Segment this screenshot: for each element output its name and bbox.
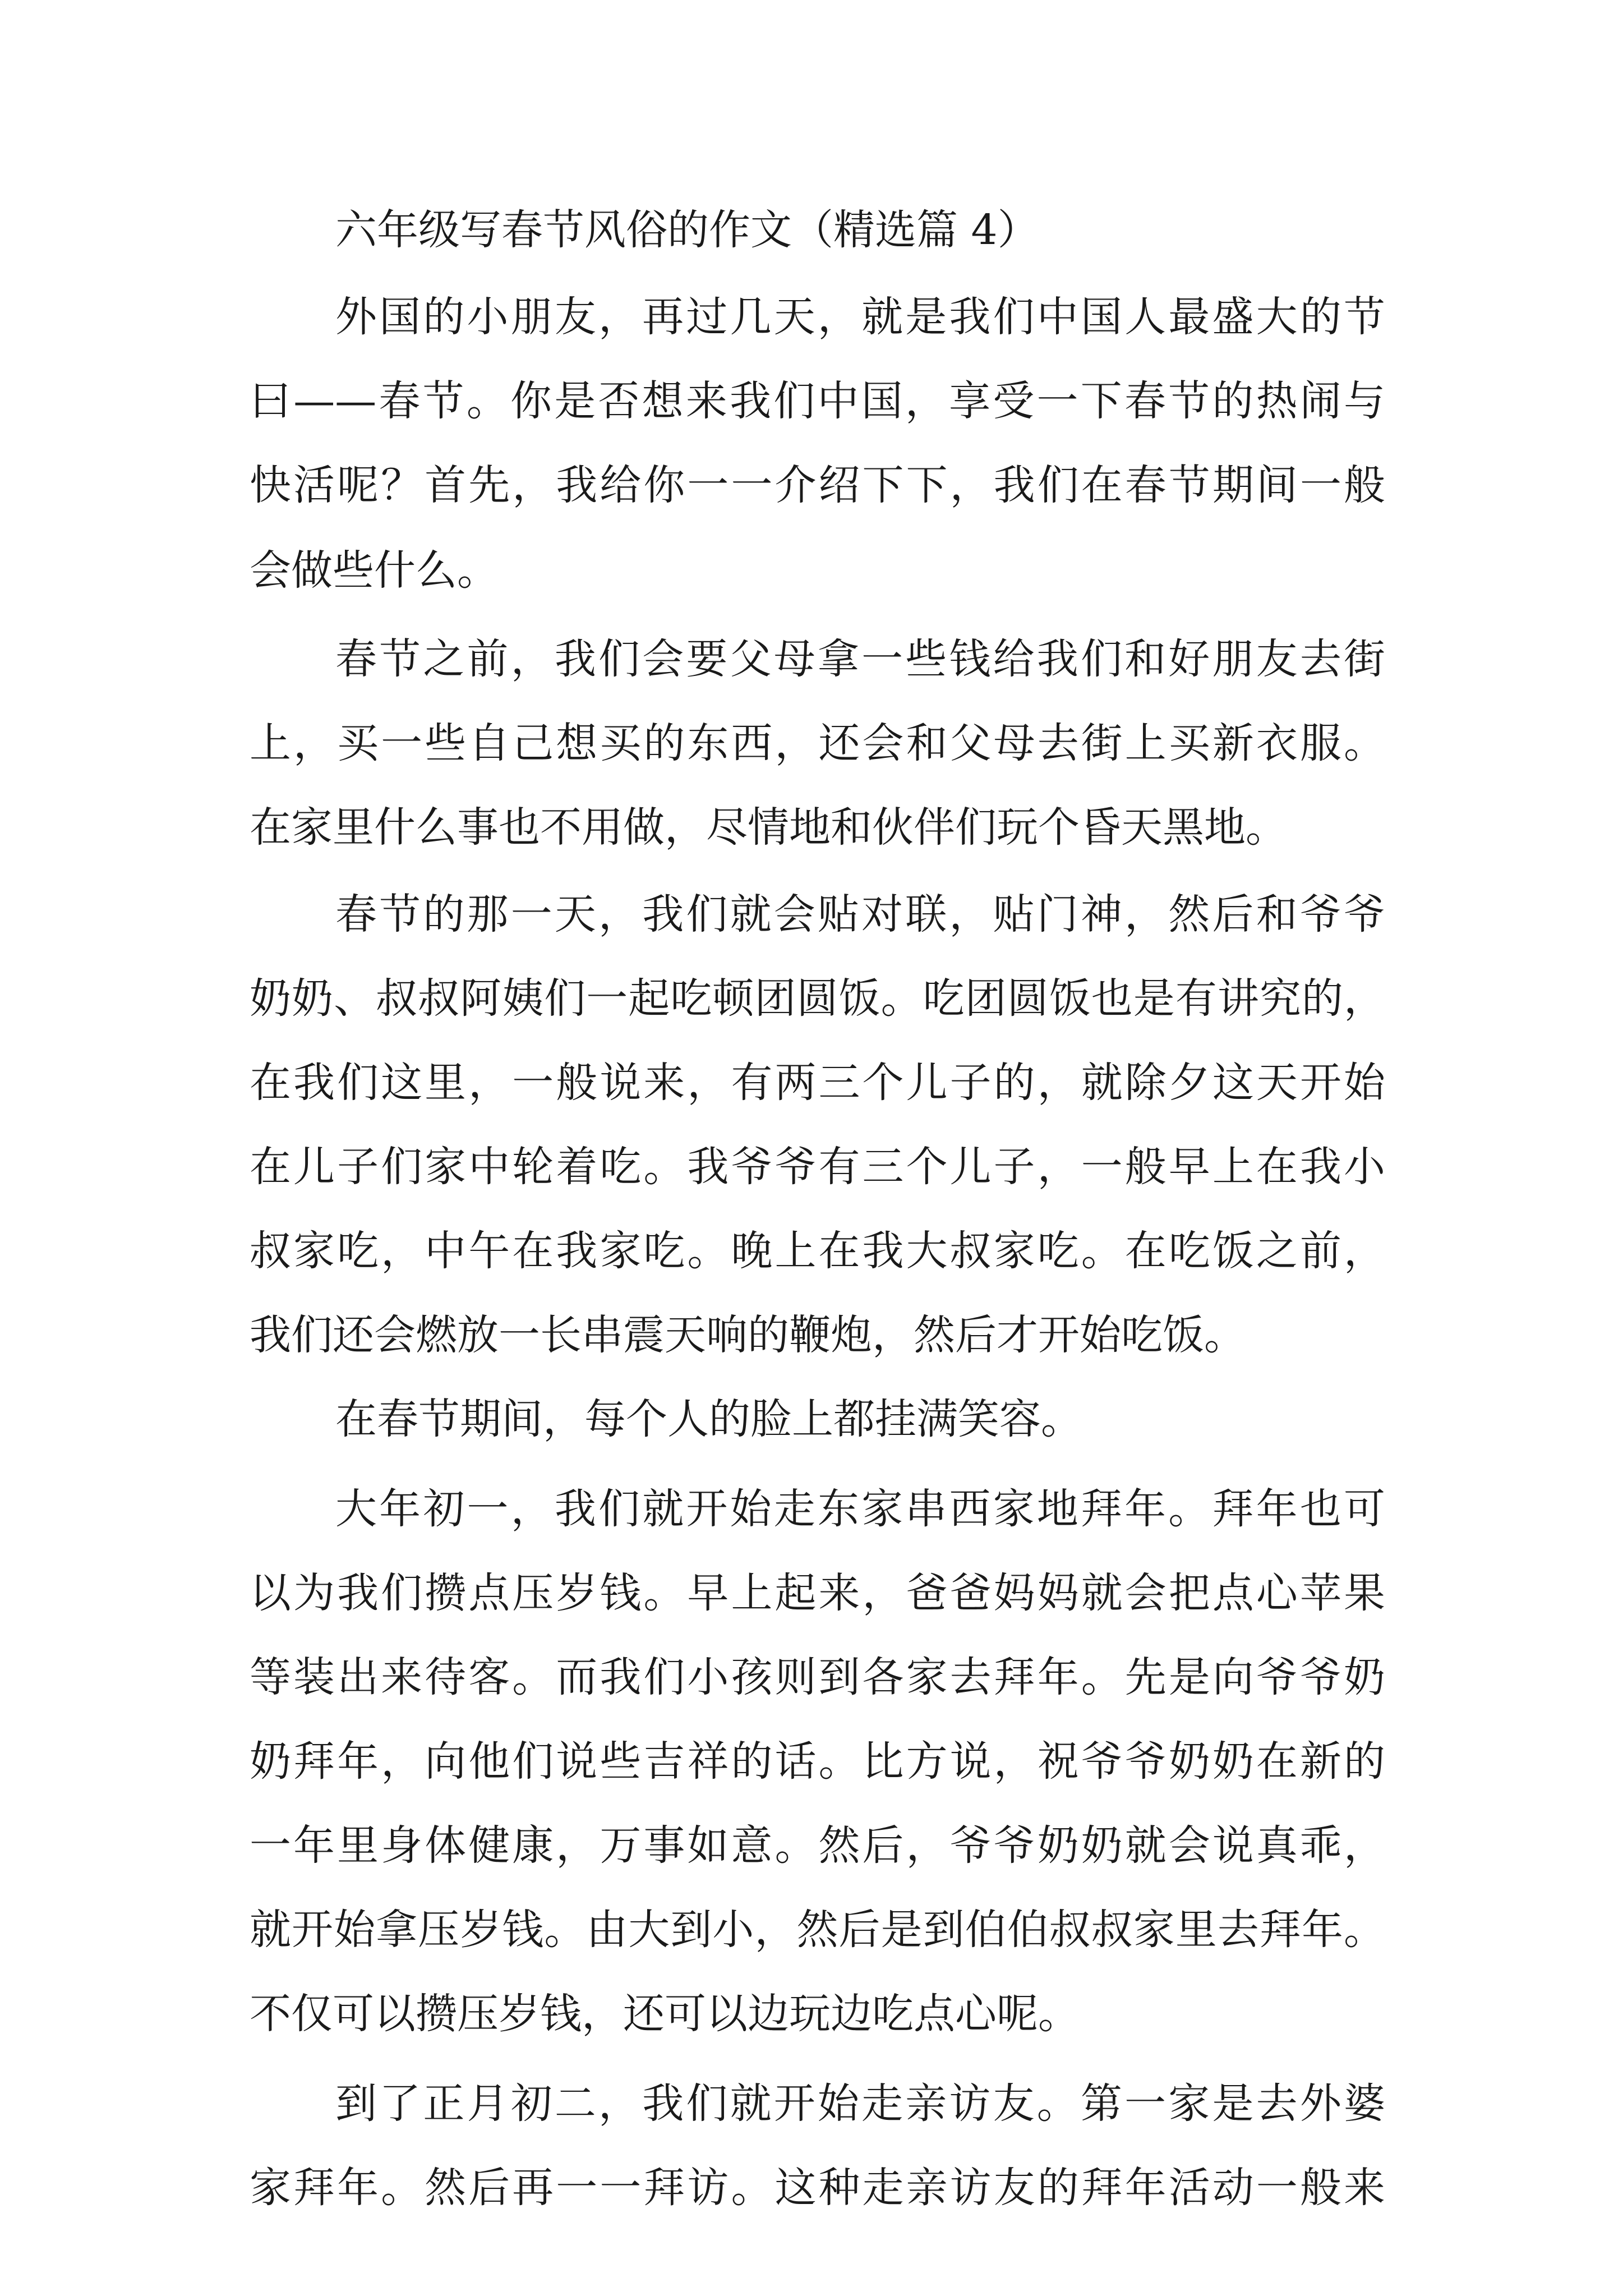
paragraph-line: 会做些什么。	[250, 546, 499, 595]
paragraph-line: 在儿子们家中轮着吃。我爷爷有三个儿子，一般早上在我小	[250, 1143, 1385, 1191]
paragraph-line: 上，买一些自己想买的东西，还会和父母去街上买新衣服。	[250, 719, 1385, 767]
paragraph-line: 快活呢？首先，我给你一一介绍下下，我们在春节期间一般	[250, 461, 1385, 509]
paragraph-line: 我们还会燃放一长串震天响的鞭炮，然后才开始吃饭。	[250, 1311, 1246, 1359]
paragraph-line: 奶奶、叔叔阿姨们一起吃顿团圆饭。吃团圆饭也是有讲究的，	[250, 974, 1385, 1023]
paragraph-line: 不仅可以攒压岁钱，还可以边玩边吃点心呢。	[250, 1990, 1080, 2038]
paragraph-line: 在春节期间，每个人的脸上都挂满笑容。	[335, 1395, 1082, 1443]
paragraph-line: 在我们这里，一般说来，有两三个儿子的，就除夕这天开始	[250, 1059, 1385, 1107]
paragraph-line: 一年里身体健康，万事如意。然后，爷爷奶奶就会说真乖，	[250, 1821, 1385, 1870]
paragraph-line: 到了正月初二，我们就开始走亲访友。第一家是去外婆	[335, 2079, 1385, 2128]
paragraph-line: 等装出来待客。而我们小孩则到各家去拜年。先是向爷爷奶	[250, 1653, 1385, 1701]
paragraph-line: 大年初一，我们就开始走东家串西家地拜年。拜年也可	[335, 1485, 1385, 1533]
paragraph-line: 外国的小朋友，再过几天，就是我们中国人最盛大的节	[335, 293, 1385, 341]
paragraph-line: 就开始拿压岁钱。由大到小，然后是到伯伯叔叔家里去拜年。	[250, 1906, 1385, 1954]
paragraph-line: 家拜年。然后再一一拜访。这种走亲访友的拜年活动一般来	[250, 2164, 1385, 2212]
document-title: 六年级写春节风俗的作文（精选篇 4）	[335, 206, 1039, 254]
paragraph-line: 叔家吃，中午在我家吃。晚上在我大叔家吃。在吃饭之前，	[250, 1227, 1385, 1275]
paragraph-line: 以为我们攒点压岁钱。早上起来，爸爸妈妈就会把点心苹果	[250, 1569, 1385, 1617]
paragraph-line: 春节之前，我们会要父母拿一些钱给我们和好朋友去街	[335, 635, 1385, 683]
paragraph-line: 曰——春节。你是否想来我们中国，享受一下春节的热闹与	[250, 377, 1385, 425]
paragraph-line: 奶拜年，向他们说些吉祥的话。比方说，祝爷爷奶奶在新的	[250, 1737, 1385, 1786]
paragraph-line: 在家里什么事也不用做，尽情地和伙伴们玩个昏天黑地。	[250, 803, 1287, 852]
paragraph-line: 春节的那一天，我们就会贴对联，贴门神，然后和爷爷	[335, 890, 1385, 938]
